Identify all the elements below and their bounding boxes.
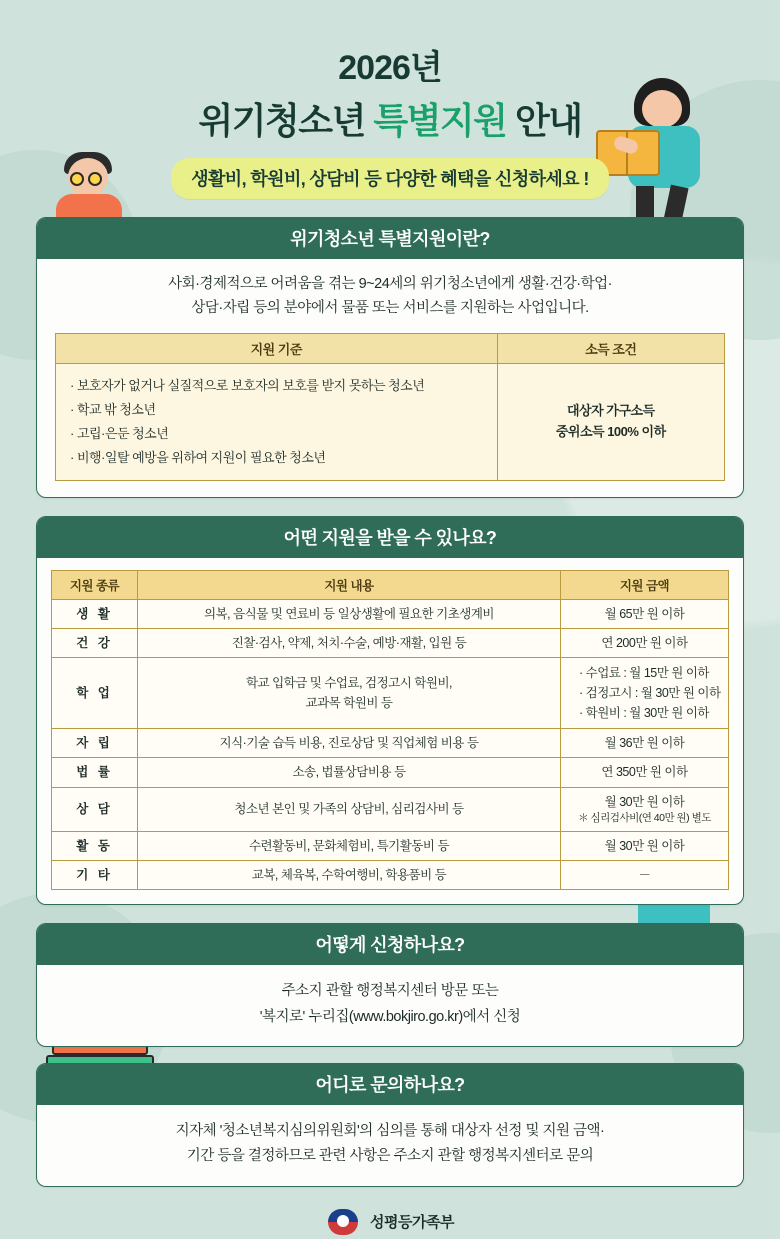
content-line2: 교과목 학원비 등 [305,696,393,711]
amount-item: · 수업료 : 월 15만 원 이하 [579,666,709,681]
page-title-highlight: 특별지원 [373,100,507,141]
amount-value: 월 30만 원 이하 [604,794,685,809]
about-lead-line2: 상담·자립 등의 분야에서 물품 또는 서비스를 지원하는 사업입니다. [191,299,589,316]
cell-criteria-list [56,363,498,480]
card-how-to-apply [36,923,744,1047]
cell-amount: 연 350만 원 이하 [561,758,729,787]
cell-kind: 자 립 [52,729,138,758]
header-amount: 지원 금액 [561,571,729,600]
card-about-program [36,217,744,498]
card-apply-heading: 어떻게 신청하나요? [37,924,743,965]
page-title-part1: 위기청소년 [198,100,374,141]
header-kind: 지원 종류 [52,571,138,600]
government-emblem-icon [326,1205,360,1239]
cell-content: 수련활동비, 문화체험비, 특기활동비 등 [138,831,561,860]
amount-item: · 검정고시 : 월 30만 원 이하 [579,686,721,701]
income-line1: 대상자 가구소득 [567,403,655,419]
apply-line1: 주소지 관할 행정복지센터 방문 또는 [281,983,499,1000]
header-criteria: 지원 기준 [56,333,498,363]
card-about-heading: 위기청소년 특별지원이란? [37,218,743,259]
table-header-row [56,333,725,363]
cell-amount: 월 65만 원 이하 [561,600,729,629]
table-row [52,600,729,629]
table-row [52,861,729,890]
table-eligibility [55,333,725,481]
amount-item: · 학원비 : 월 30만 원 이하 [579,706,709,721]
contact-line1: 지자체 '청소년복지심의위원회'의 심의를 통해 대상자 선정 및 지원 금액· [175,1122,605,1139]
card-support-heading: 어떤 지원을 받을 수 있나요? [37,517,743,558]
amount-note: ＊ 심리검사비(연 40만 원) 별도 [578,811,711,824]
table-row [52,831,729,860]
page-title [0,93,780,144]
cell-content: 청소년 본인 및 가족의 상담비, 심리검사비 등 [138,787,561,831]
cell-amount [561,787,729,831]
apply-line2: '복지로' 누리집(www.bokjiro.go.kr)에서 신청 [259,1008,521,1025]
cell-kind: 상 담 [52,787,138,831]
card-support-types [36,516,744,905]
income-line2: 중위소득 100% 이하 [555,423,666,439]
content-line1: 학교 입학금 및 수업료, 검정고시 학원비, [245,676,452,691]
about-lead-line1: 사회·경제적으로 어려움을 겪는 9~24세의 위기청소년에게 생활·건강·학업· [168,276,612,292]
cell-amount: 연 200만 원 이하 [561,629,729,658]
criteria-item: · 비행·일탈 예방을 위하여 지원이 필요한 청소년 [70,449,326,465]
contact-line2: 기간 등을 결정하므로 관련 사항은 주소지 관할 행정복지센터로 문의 [186,1148,594,1165]
card-contact-heading: 어디로 문의하나요? [37,1064,743,1105]
cell-kind: 학 업 [52,658,138,729]
criteria-item: · 보호자가 없거나 실질적으로 보호자의 보호를 받지 못하는 청소년 [70,377,425,393]
cell-amount: 월 36만 원 이하 [561,729,729,758]
table-row [52,629,729,658]
table-support [51,570,729,890]
cell-content: 의복, 음식물 및 연료비 등 일상생활에 필요한 기초생계비 [138,600,561,629]
header-content: 지원 내용 [138,571,561,600]
cell-content [138,658,561,729]
cell-kind: 활 동 [52,831,138,860]
cell-kind: 건 강 [52,629,138,658]
cell-amount: 월 30만 원 이하 [561,831,729,860]
cell-kind: 법 률 [52,758,138,787]
cell-content: 교복, 체육복, 수학여행비, 학용품비 등 [138,861,561,890]
cell-amount [561,658,729,729]
table-row [52,658,729,729]
table-row [56,363,725,480]
header-income: 소득 조건 [497,333,724,363]
cell-content: 지식·기술 습득 비용, 진로상담 및 직업체험 비용 등 [138,729,561,758]
cell-content: 진찰·검사, 약제, 처치·수술, 예방·재활, 입원 등 [138,629,561,658]
cell-kind: 생 활 [52,600,138,629]
table-header-row [52,571,729,600]
table-row [52,729,729,758]
criteria-item: · 고립·은둔 청소년 [70,425,169,441]
criteria-item: · 학교 밖 청소년 [70,401,156,417]
poster-header [0,0,780,199]
table-row [52,758,729,787]
cell-kind: 기 타 [52,861,138,890]
page-title-part3: 안내 [506,100,582,141]
cell-income-condition [497,363,724,480]
page-subtitle-badge: 생활비, 학원비, 상담비 등 다양한 혜택을 신청하세요 ! [171,158,609,199]
card-where-to-ask [36,1063,744,1187]
footer [0,1205,780,1239]
cell-amount: － [561,861,729,890]
cell-content: 소송, 법률상담비용 등 [138,758,561,787]
page-title-year: 2026년 [338,49,442,87]
table-row [52,787,729,831]
ministry-name: 성평등가족부 [370,1214,454,1232]
